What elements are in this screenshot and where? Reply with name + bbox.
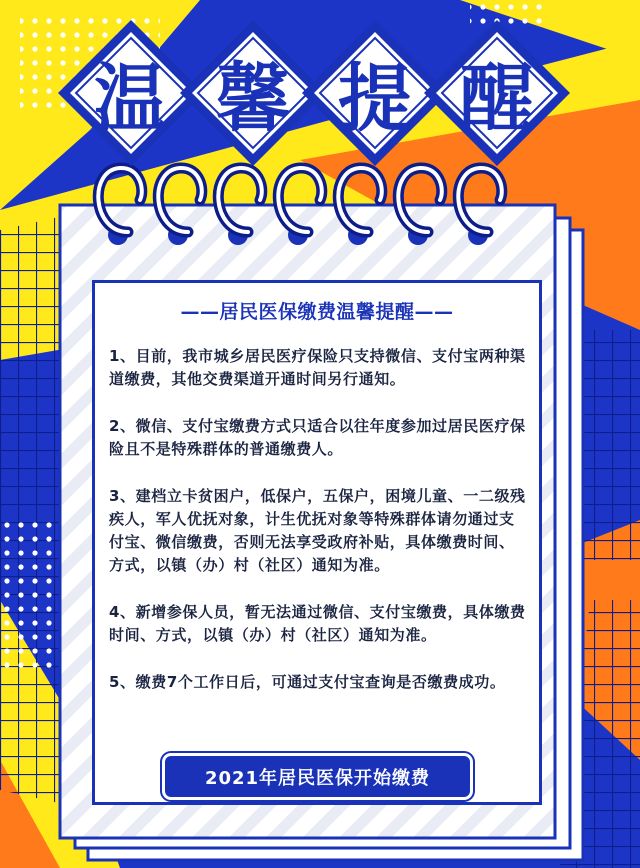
notice-item-1: 1、目前，我市城乡居民医疗保险只支持微信、支付宝两种渠道缴费，其他交费渠道开通时间另行通知。 xyxy=(109,347,526,388)
notice-heading: ——居民医保缴费温馨提醒—— xyxy=(180,301,454,323)
title-char: 馨 xyxy=(216,56,290,142)
notice-item-5: 5、缴费7个工作日后，可通过支付宝查询是否缴费成功。 xyxy=(109,673,506,691)
title-char: 提 xyxy=(338,56,412,142)
notice-item-4: 4、新增参保人员，暂无法通过微信、支付宝缴费，具体缴费时间、方式，以镇（办）村（社区）通知为准。 xyxy=(109,603,526,644)
notice-item-2: 2、微信、支付宝缴费方式只适合以往年度参加过居民医疗保险且不是特殊群体的普通缴费人。 xyxy=(109,417,526,458)
title-banner xyxy=(0,18,640,168)
title-tile-4 xyxy=(422,18,572,168)
title-char: 醒 xyxy=(460,56,534,142)
title-char: 温 xyxy=(94,56,168,142)
notice-item-3: 3、建档立卡贫困户，低保户，五保户，困境儿童、一二级残疾人，军人优抚对象，计生优抚对象等特殊群体请勿通过支付宝、微信缴费，否则无法享受政府补贴，具体缴费时间、方式，以镇（办）村（社区）通知为准。 xyxy=(109,487,526,574)
notice-box xyxy=(92,280,542,805)
start-payment-button[interactable]: 2021年居民医保开始缴费 xyxy=(165,756,470,797)
